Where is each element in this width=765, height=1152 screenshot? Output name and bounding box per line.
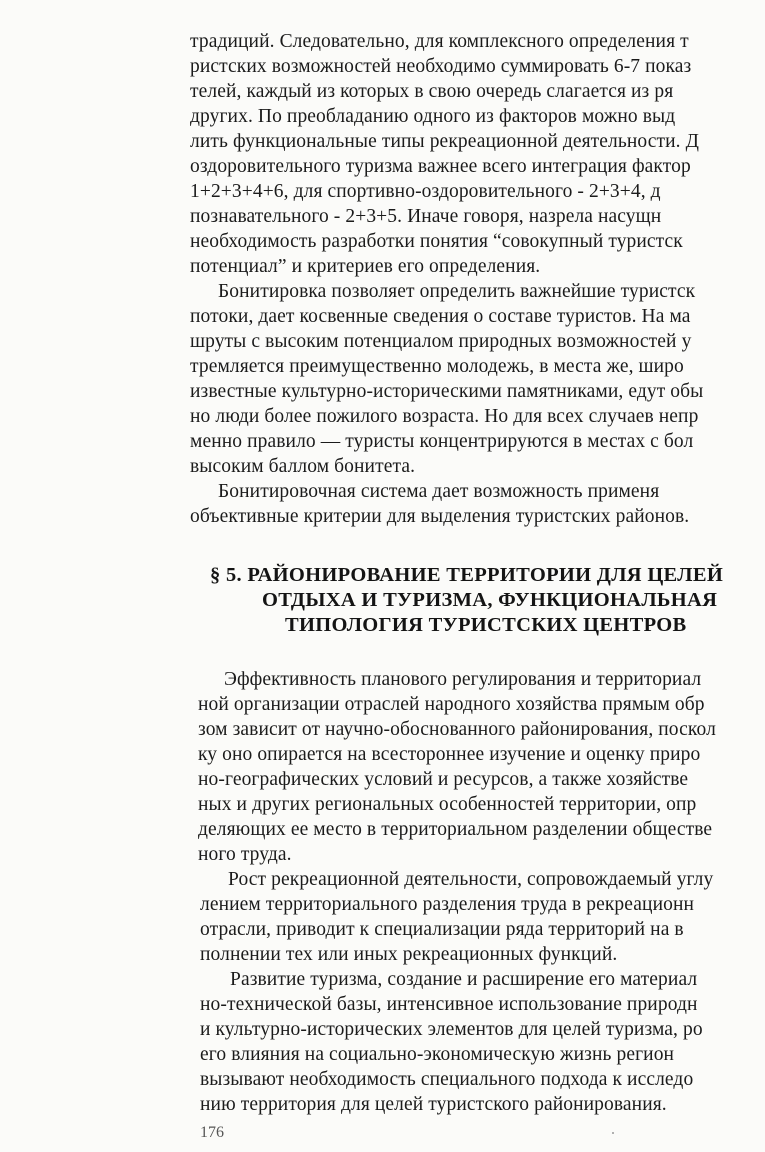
text-line: полнении тех или иных рекреационных функций. [200, 944, 618, 965]
text-line: высоким баллом бонитета. [190, 456, 416, 477]
text-line: ристских возможностей необходимо суммировать 6-7 показ [190, 56, 692, 77]
text-line: 1+2+3+4+6, для спортивно-оздоровительного - 2+3+4, д [190, 181, 661, 202]
scan-speck [612, 1132, 614, 1134]
section-heading: § 5. РАЙОНИРОВАНИЕ ТЕРРИТОРИИ ДЛЯ ЦЕЛЕЙ [210, 564, 724, 586]
text-line: его влияния на социально-экономическую жизнь регион [200, 1044, 675, 1065]
text-line: лением территориального разделения труда в рекреационн [200, 894, 695, 915]
text-line: но люди более пожилого возраста. Но для всех случаев непр [190, 406, 699, 427]
text-line: но-географических условий и ресурсов, а также хозяйстве [198, 769, 689, 790]
text-line: оздоровительного туризма важнее всего интеграция фактор [190, 156, 691, 177]
text-line: лить функциональные типы рекреационной деятельности. Д [190, 131, 700, 152]
text-line: традиций. Следовательно, для комплексного определения т [190, 31, 689, 52]
text-line: телей, каждый из которых в свою очередь слагается из ря [190, 81, 674, 102]
text-line: вызывают необходимость специального подхода к исследо [200, 1069, 694, 1090]
text-line: других. По преобладанию одного из факторов можно выд [190, 106, 676, 127]
text-line: Эффективность планового регулирования и территориал [224, 669, 702, 690]
text-line: Рост рекреационной деятельности, сопровождаемый углу [228, 869, 714, 890]
text-line: Бонитировка позволяет определить важнейшие туристск [218, 281, 696, 302]
text-line: менно правило — туристы концентрируются в местах с бол [190, 431, 694, 452]
text-line: зом зависит от научно-обоснованного районирования, поскол [198, 719, 716, 740]
text-line: объективные критерии для выделения туристских районов. [190, 506, 690, 527]
text-line: и культурно-исторических элементов для целей туризма, ро [200, 1019, 703, 1040]
text-line: нию территория для целей туристского районирования. [200, 1094, 667, 1115]
text-line: шруты с высоким потенциалом природных возможностей у [190, 331, 692, 352]
text-line: потоки, дает косвенные сведения о составе туристов. На ма [190, 306, 691, 327]
text-line: Бонитировочная система дает возможность применя [218, 481, 660, 502]
text-line: необходимость разработки понятия “совокупный туристск [190, 231, 683, 252]
text-line: Развитие туризма, создание и расширение его материал [230, 969, 698, 990]
text-line: деляющих ее место в территориальном разделении обществе [198, 819, 713, 840]
section-heading: ТИПОЛОГИЯ ТУРИСТСКИХ ЦЕНТРОВ [285, 614, 687, 636]
text-line: потенциал” и критериев его определения. [190, 256, 541, 277]
text-line: отрасли, приводит к специализации ряда территорий на в [200, 919, 684, 940]
text-line: ного труда. [198, 844, 292, 865]
text-line: познавательного - 2+3+5. Иначе говоря, назрела насущн [190, 206, 662, 227]
page-number: 176 [200, 1124, 224, 1141]
text-line: ных и других региональных особенностей территории, опр [198, 794, 697, 815]
text-line: но-технической базы, интенсивное использование природн [200, 994, 698, 1015]
text-line: ку оно опирается на всестороннее изучение и оценку приро [198, 744, 701, 765]
text-line: известные культурно-историческими памятниками, едут обы [190, 381, 704, 402]
text-line: ной организации отраслей народного хозяйства прямым обр [198, 694, 705, 715]
text-line: тремляется преимущественно молодежь, в места же, широ [190, 356, 684, 377]
section-heading: ОТДЫХА И ТУРИЗМА, ФУНКЦИОНАЛЬНАЯ [262, 589, 718, 611]
